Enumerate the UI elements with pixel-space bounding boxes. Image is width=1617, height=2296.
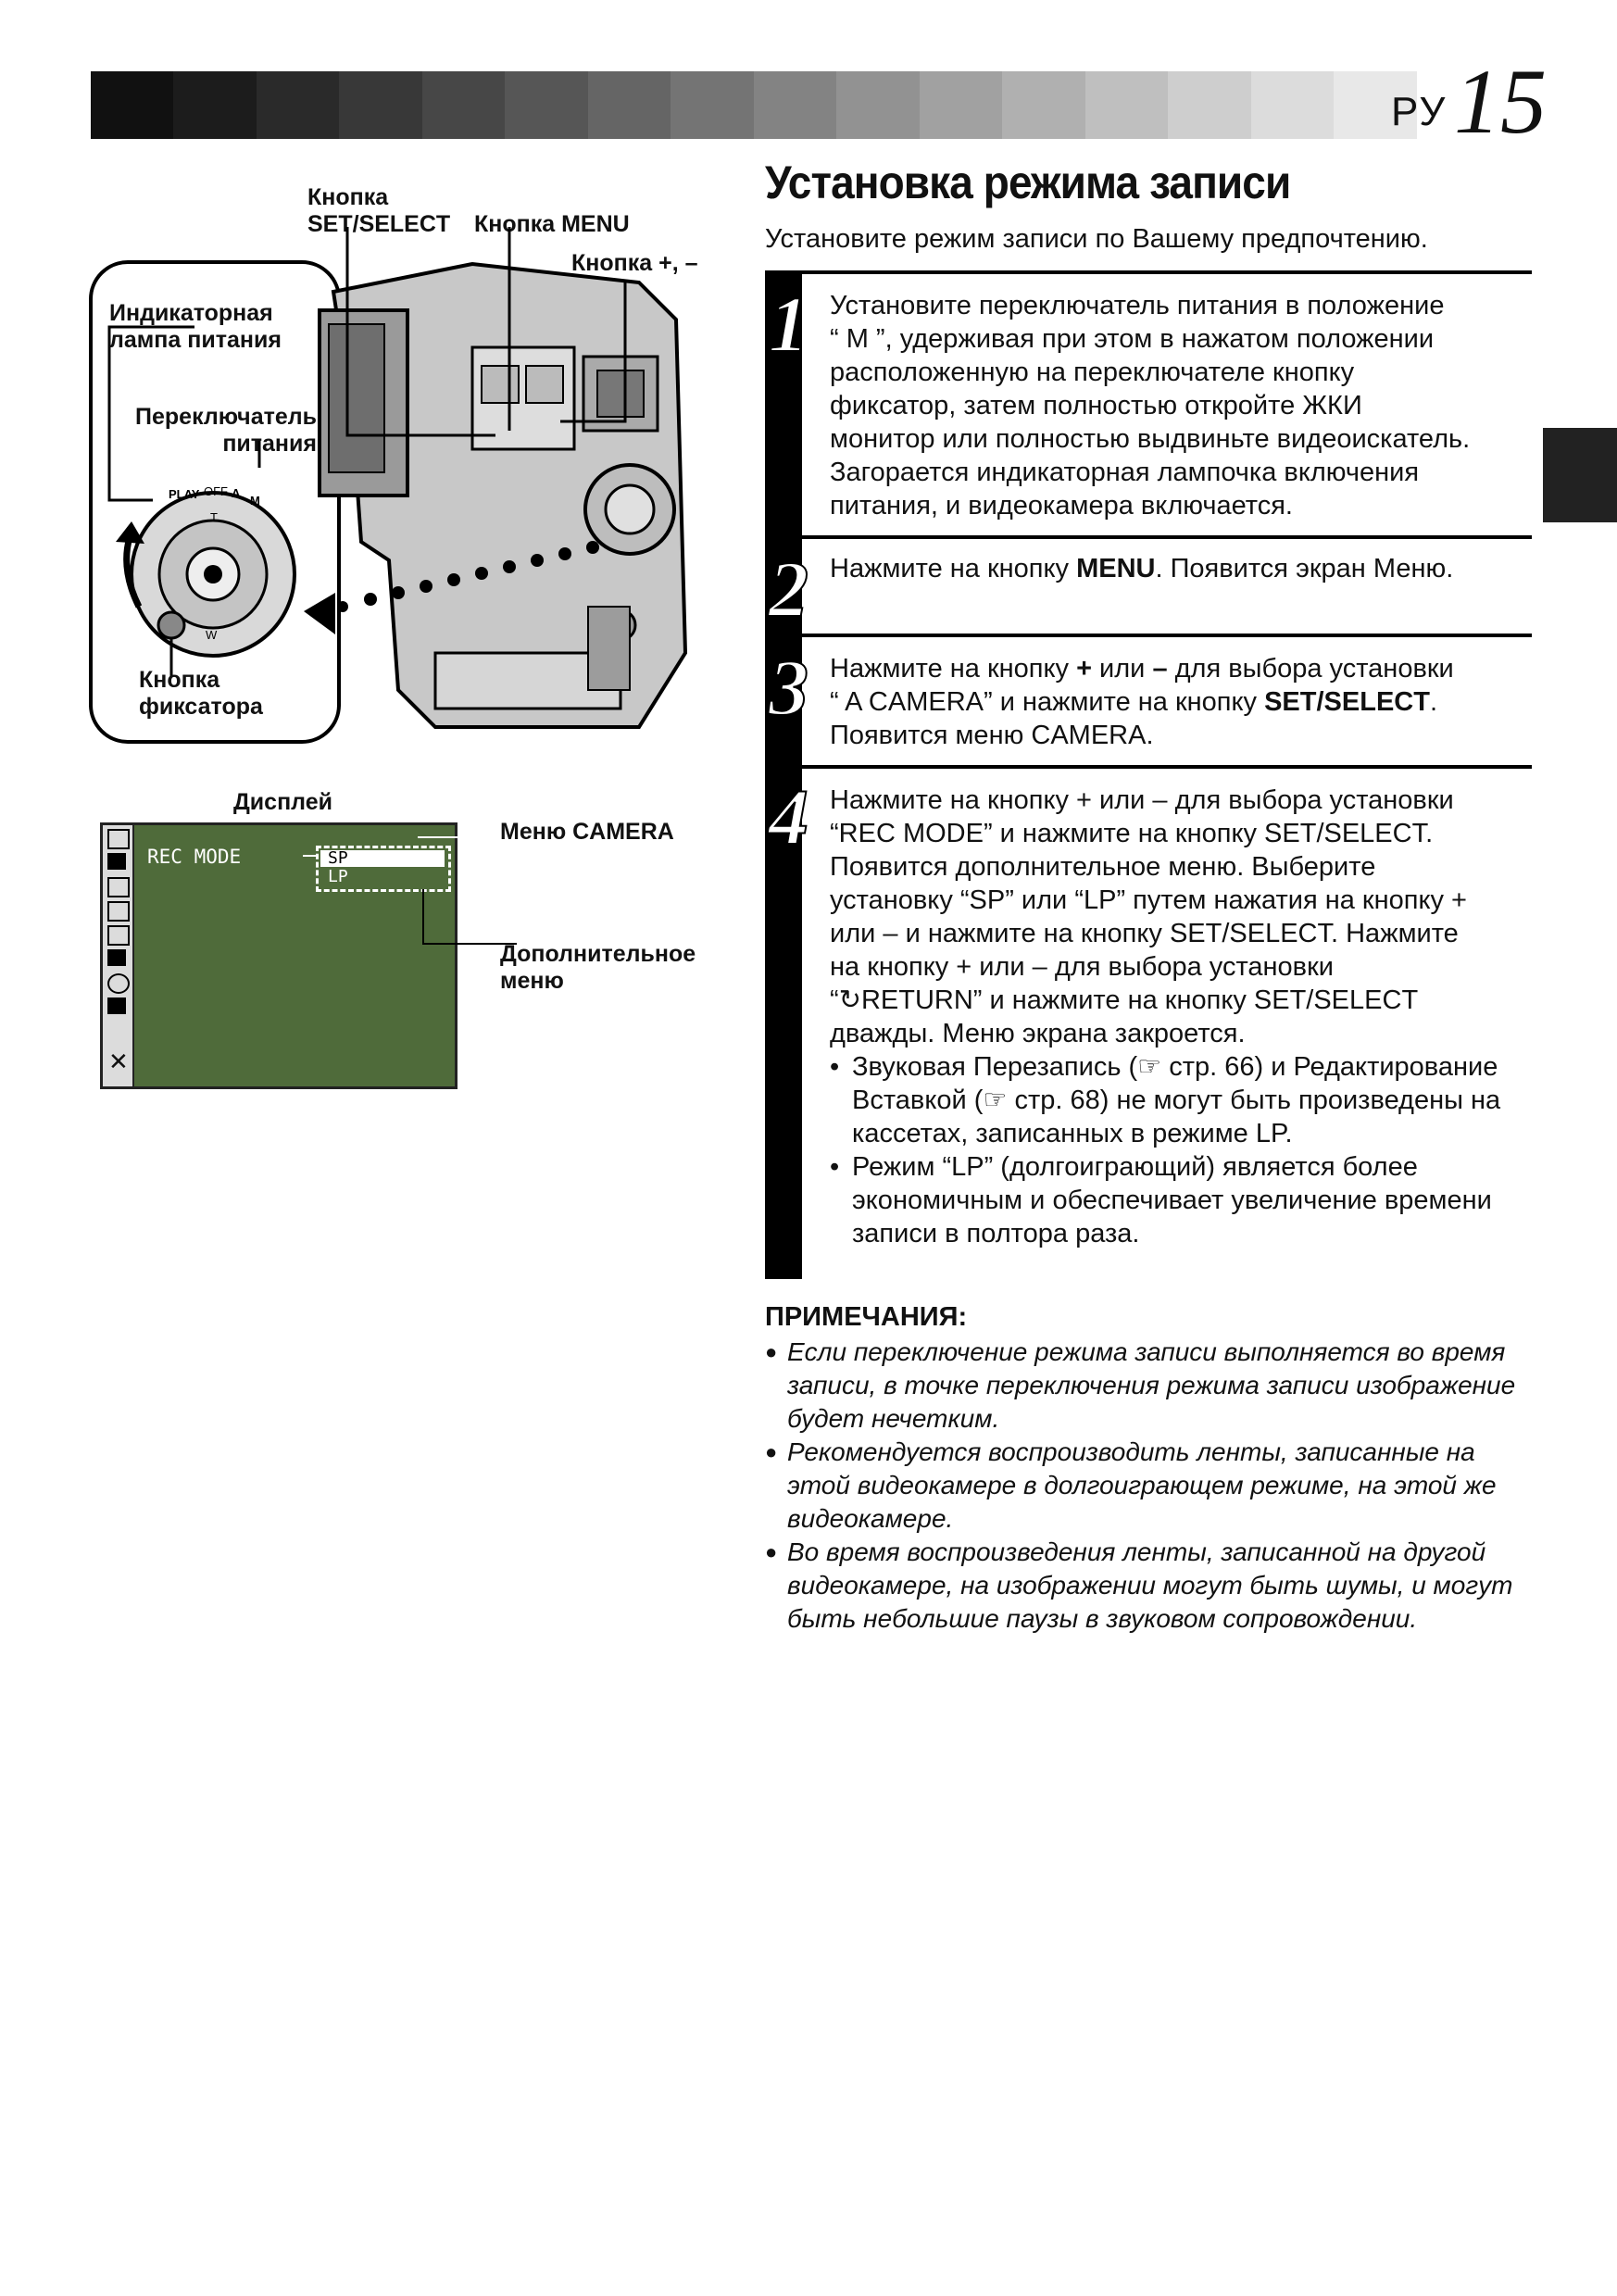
- header-bar-segment: [1113, 71, 1141, 139]
- rec-mode-item: REC MODE: [147, 846, 242, 868]
- header-bar-segment: [422, 71, 450, 139]
- header-bar-segment: [644, 71, 671, 139]
- display-caption: Дисплей: [233, 789, 333, 815]
- step-2-rule: [802, 535, 1532, 539]
- step-1-text: Установите переключатель питания в положение “ M ”, удерживая при этом в нажатом положении расположенную на переключателе кнопку фиксатор, затем полностью откройте ЖКИ монитор или полностью выдвиньте видеоискатель. Загорается индикаторная лампочка включения питания, и видеокамера включается.: [830, 291, 1471, 521]
- note-item: ● Во время воспроизведения ленты, записанной на другой видеокамере, на изображении могут быть шумы, и могут быть небольшие паузы в звуковом сопровождении.: [765, 1536, 1543, 1636]
- header-bar-segment: [809, 71, 837, 139]
- label-menu-button: Кнопка MENU: [474, 211, 630, 237]
- step-3-rule: [802, 634, 1532, 637]
- dial-t-text: T: [210, 510, 218, 524]
- display-icon-column: [103, 825, 134, 1086]
- menu-icon: [107, 829, 130, 849]
- a-mode-icon: [107, 901, 130, 922]
- header-bar-segment: [726, 71, 754, 139]
- language-label: РУ: [1391, 89, 1448, 134]
- display-screen: [100, 822, 458, 1089]
- step-4-text: Нажмите на кнопку + или – для выбора установки “REC MODE” и нажмите на кнопку SET/SELECT. Появится дополнительное меню. Выберите установку “SP” или “LP” путем нажатия на кнопку + или – и нажмите на кнопку SET/SELECT. Нажмите на кнопку + или – для выбора установки “↻RETURN” и нажмите на кнопку SET/SELECT дважды. Меню экрана закроется. • Звуковая Перезапись (☞ стр. 66) и Редактирование Вставкой (☞ стр. 68) не могут быть произведены на кассетах, записанных в режиме LP. • Режим “LP” (долгоиграющий) является более экономичным и обеспечивает увеличение времени записи в полтора раза.: [830, 784, 1541, 1250]
- bullet-item: • Звуковая Перезапись (☞ стр. 66) и Редактирование Вставкой (☞ стр. 68) не могут быть произведены на кассетах, записанных в режиме LP.: [830, 1050, 1541, 1150]
- label-lock-button: Кнопка фиксатора: [139, 667, 263, 720]
- header-bar-segment: [1030, 71, 1058, 139]
- header-bar-segment: [560, 71, 588, 139]
- option-sp: SP: [320, 850, 445, 867]
- effect-icon: [107, 949, 126, 966]
- header-bar-segment: [505, 71, 533, 139]
- header-bar-segment: [782, 71, 809, 139]
- dial-m-text: M: [250, 494, 260, 508]
- header-bar-segment: [1223, 71, 1251, 139]
- header-bar-segment: [173, 71, 201, 139]
- header-bar-segment: [836, 71, 864, 139]
- step-4-bullets: [830, 1050, 1541, 1250]
- camera-illustration: [83, 171, 722, 746]
- header-bar-segment: [229, 71, 257, 139]
- step-2-number: 2: [769, 545, 808, 634]
- label-menu-camera: Меню CAMERA: [500, 819, 674, 845]
- label-submenu: Дополнительное меню: [500, 941, 696, 994]
- header-bar-segment: [1196, 71, 1223, 139]
- step-1-number: 1: [769, 280, 808, 369]
- dial-a-text: A: [232, 486, 241, 500]
- clock-icon: [107, 973, 130, 994]
- bullet-item: • Режим “LP” (долгоиграющий) является более экономичным и обеспечивает увеличение времени записи в полтора раза.: [830, 1150, 1541, 1250]
- note-item: ● Рекомендуется воспроизводить ленты, записанные на этой видеокамере в долгоиграющем режиме, на этой же видеокамере.: [765, 1436, 1543, 1536]
- step-4-rule: [802, 765, 1532, 769]
- header-bar-segment: [146, 71, 174, 139]
- header-bar-segment: [1361, 71, 1389, 139]
- step-2-text: Нажмите на кнопку MENU. Появится экран Меню.: [830, 554, 1454, 583]
- header-bar-segment: [339, 71, 367, 139]
- notes-list: [765, 1336, 1543, 1636]
- header-bar-segment: [698, 71, 726, 139]
- header-bar-segment: [284, 71, 312, 139]
- label-power-switch: Переключатель питания: [135, 404, 317, 457]
- header-bar-segment: [1306, 71, 1334, 139]
- header-bar-segment: [616, 71, 644, 139]
- header-bar-segment: [478, 71, 506, 139]
- header-bar-segment: [864, 71, 892, 139]
- close-icon: ✕: [108, 1048, 129, 1075]
- step-1-rule: [802, 270, 1532, 274]
- note-item: ● Если переключение режима записи выполняется во время записи, в точке переключения режима записи изображение будет нечетким.: [765, 1336, 1543, 1436]
- header-gradient-bar: [91, 71, 1417, 139]
- header-bar-segment: [1279, 71, 1307, 139]
- header-bar-segment: [920, 71, 947, 139]
- header-bar-segment: [892, 71, 920, 139]
- header-bar-segment: [1085, 71, 1113, 139]
- header-bar-segment: [395, 71, 422, 139]
- page-title: Установка режима записи: [765, 157, 1291, 208]
- header-bar-segment: [1251, 71, 1279, 139]
- page-number: 15: [1454, 50, 1547, 153]
- submenu-frame: [316, 846, 451, 892]
- label-power-lamp: Индикаторная лампа питания: [109, 300, 282, 353]
- dial-off-text: OFF: [204, 484, 228, 498]
- photo-icon: [107, 997, 126, 1014]
- header-bar-segment: [312, 71, 340, 139]
- label-set-select: Кнопка SET/SELECT: [307, 184, 451, 237]
- label-plus-minus: Кнопка +, –: [571, 250, 698, 276]
- header-bar-segment: [201, 71, 229, 139]
- header-bar-segment: [1334, 71, 1361, 139]
- header-bar-segment: [1058, 71, 1085, 139]
- dial-w-text: W: [206, 628, 218, 642]
- step-3-text: Нажмите на кнопку + или – для выбора установки “ A CAMERA” и нажмите на кнопку SET/SELECT. Появится меню CAMERA.: [830, 654, 1454, 750]
- header-bar-segment: [1002, 71, 1030, 139]
- camera-body: [320, 264, 685, 727]
- step-4-number: 4: [769, 772, 808, 861]
- m-mode-icon: [107, 925, 130, 946]
- header-bar-segment: [1140, 71, 1168, 139]
- dial-play-text: PLAY: [169, 487, 200, 501]
- header-bar-segment: [947, 71, 975, 139]
- header-bar-segment: [671, 71, 698, 139]
- step-3-number: 3: [769, 643, 808, 732]
- header-bar-segment: [588, 71, 616, 139]
- notes-heading: ПРИМЕЧАНИЯ:: [765, 1302, 968, 1332]
- camera-icon: [107, 853, 126, 870]
- header-bar-segment: [367, 71, 395, 139]
- side-tab-marker: [1543, 428, 1617, 522]
- header-bar-segment: [1168, 71, 1196, 139]
- scene-icon: [107, 877, 130, 897]
- intro-text: Установите режим записи по Вашему предпочтению.: [765, 224, 1428, 254]
- header-bar-segment: [450, 71, 478, 139]
- header-bar-segment: [975, 71, 1003, 139]
- header-bar-segment: [257, 71, 284, 139]
- option-lp: LP: [328, 867, 348, 886]
- header-bar-segment: [119, 71, 146, 139]
- header-bar-segment: [91, 71, 119, 139]
- header-bar-segment: [533, 71, 560, 139]
- header-bar-segment: [754, 71, 782, 139]
